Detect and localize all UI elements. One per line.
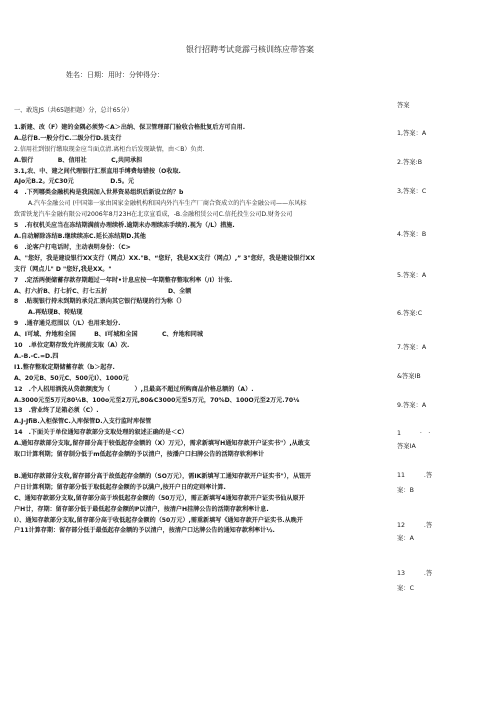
question-line: 5 .有权机关应当在冻结期满前办理续桥.逾期未办理续冻手续的.视为（/L）措施.: [14, 222, 235, 230]
answer-item: 案：C: [397, 585, 414, 592]
question-line: 户H廿，存期：留存部分低于最低起存金额的P以清户，按清户H挂牌公告的活期存款利率计息.: [14, 505, 269, 513]
question-line: A、I可域、弁地和全国 B、I可城和全国 C、弁地和同城: [14, 331, 203, 339]
answer-item: 案：A: [397, 535, 414, 542]
question-line: 户11计算存期：留存部分低于最低起存金额的予以清户，按清户口达牌公告的通知存款利率计½.: [14, 527, 275, 535]
question-line: A.通知存款部分支取,留存部分高于较低起存金额的（X）万元），需求新填写H通知存款开户证实书"）,从敢支: [14, 440, 310, 448]
answer-item: 3,答案：C: [397, 188, 427, 195]
question-line: 取口计算利期；留存制分低于m低起存金额的予以清户，按潘户口扫牌公告的活期存软利率计: [14, 451, 265, 459]
question-line: 10 .单位定期存致允许规前支取（A）次.: [14, 342, 130, 350]
question-line: A.自动解除冻结B.继续续冻C.延长冻结期D.其他: [14, 232, 146, 240]
question-line: 13 .营业终了足箱必须（C）.: [14, 407, 99, 415]
question-line: 4 .下列哪类金融机构是我国加入世界资易组织后新设立的？b: [14, 189, 184, 197]
answer-item: 2.答案:B: [397, 159, 423, 166]
question-line: 14 .下面关于单位通知存款部分支取处理的叙述正确的是＜C）: [14, 429, 188, 437]
question-line: 户日计算利期；留存部分低于取低起存金额的予以满户,按开户日的定则率计算.: [14, 483, 226, 491]
page-title: 银行招聘考试竟霹弓核训练应带答案: [186, 45, 314, 54]
question-line: I）、通知存款部分支取,留存部分高于收低起存金额的（50万元）,需重新填写《通知存款开户证实书.从晚开: [14, 516, 303, 524]
question-line: A、20元B、50元C、500元I）、1000元: [14, 374, 129, 382]
question-line: 1.新建、改（F）建的金隅必须势＜A＞出纳、保卫管理部门验收合格批复后方可自用.: [14, 123, 246, 131]
question-line: A.总行B.一般分行C.二级分行D.县支行: [14, 134, 122, 142]
question-line: 2.信用社到银行缴取现金应当面点清.离柜台后发现缺情，由＜B）负责.: [14, 145, 205, 153]
answer-item: 11 .答: [397, 472, 433, 479]
question-line: C、通知存款部分支取,留存部分高于埃低起存金额的（50万元），需正新填写4通知存款开户证实书仙从原开: [14, 494, 305, 502]
question-line: A.-B.-C.=D.四: [14, 352, 59, 360]
question-line: A、"您好，我是建设银行XX支行（网点）XX."B、“您好，我是XX支行（网点）,” 3"您好，我是建设银行XX: [14, 254, 315, 262]
answer-header: 答案: [397, 102, 410, 109]
question-line: 8 .贴现银行持未到期的承兑汇票向其它银行贴现的行为称（）: [14, 298, 186, 306]
question-line: 7 .定活两便储蓄存款存期超过一年时•计息应按一年期整存整取利率（/I）计张.: [14, 276, 233, 284]
question-line: 支行（网点儿" D "您好,我是XX。": [14, 265, 112, 273]
answer-item: 1 · ·: [397, 430, 431, 437]
answer-item: 答案IA: [397, 443, 416, 450]
answer-item: 6.答案:C: [397, 310, 423, 317]
answer-column: [397, 0, 497, 707]
question-line: A.银行 B、信用社 C,共同承担: [14, 156, 143, 164]
question-line: [14, 461, 392, 472]
answer-item: &答案IB: [397, 373, 421, 380]
question-line: A.J-JfiB.入柜保管C.入库保管D.入支行监时库保管: [14, 418, 152, 426]
question-line: 6 .论客户打电话时，主动表明身份：（C>: [14, 243, 131, 251]
question-line: 一、敢选JS（共65题拒题）分，总计65分）: [14, 107, 133, 114]
question-line: I1.整存整取定期储蓄存款（b＞起存.: [14, 363, 115, 371]
question-line: A.3000元至5万元80¼B、100o元至2万元,80&C3000元至5万元，70%D、100O元至2万元.70⅛: [14, 396, 300, 404]
answer-item: 案：B: [397, 487, 414, 494]
question-line: A.再贴现B、转贴现: [28, 309, 83, 317]
answer-item: 4.答案：B: [397, 231, 427, 238]
answer-item: 7.答案：A: [397, 344, 427, 351]
info-line: 姓名：日期：用时：分钟得分：: [66, 71, 164, 79]
question-line: 12 .个人招用酒洗从贷款额度为（ ）,且最高不超过所购商品价格总额的（A）.: [14, 385, 254, 393]
answer-item: 1,答案：A: [397, 130, 427, 137]
question-line: 9 .通存通兑范围以（/L）也用来划分.: [14, 320, 121, 328]
question-line: B.通知存款部分支收,留存部分高于故低起存金额的（SO万元），需IK新填写工通知存款开户证实书"），从钮开: [14, 472, 312, 480]
question-line: 3.1,农、中、建之间代理银行汇票直用手缚费每错按（O收取.: [14, 167, 181, 175]
answer-item: 12 .答: [397, 522, 433, 529]
answer-item: 9.答案：A: [397, 402, 427, 409]
answer-item: 5.答案：A: [397, 272, 427, 279]
question-line: A、打六折B、打七折C、打七五折 D、全额: [14, 287, 192, 295]
question-line: A.汽车金融公司 (中国第一家由国家金融机构和国内外汽车生产厂商合资成立的汽车金融公司——东风标: [28, 200, 307, 208]
question-column: [14, 100, 392, 537]
answer-item: 13 .答: [397, 570, 433, 577]
question-line: 致雷铁龙汽车金融有限公司2006年8月23H在北京宣看成，-B.金融租赁公司C.信托投生公司D.财务公司: [14, 211, 293, 219]
question-line: AJo元B.2。元C30元 D.5。元: [14, 178, 135, 186]
